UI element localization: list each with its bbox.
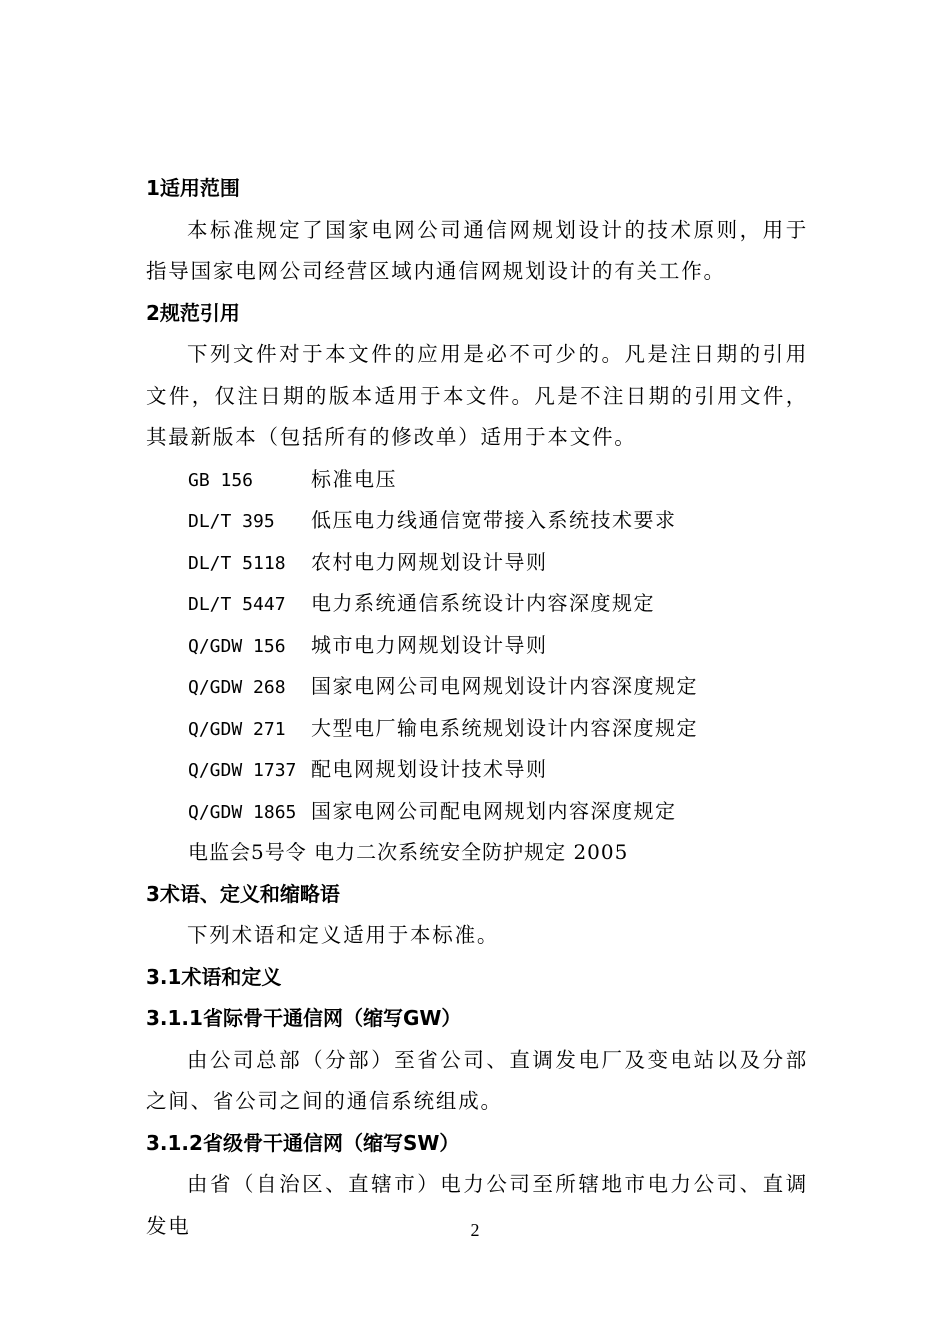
reference-item <box>146 625 808 667</box>
reference-title: 标准电压 <box>311 466 397 491</box>
reference-item <box>146 542 808 584</box>
page-number: 2 <box>470 1220 480 1240</box>
reference-code: Q/GDW 1865 <box>188 801 297 823</box>
reference-item <box>146 708 808 750</box>
reference-code: GB 156 <box>188 469 254 491</box>
section-2-heading: 2规范引用 <box>146 300 240 325</box>
section-3-1-heading: 3.1术语和定义 <box>146 964 282 989</box>
reference-item-regulation: 电监会5号令 电力二次系统安全防护规定 2005 <box>188 840 629 864</box>
reference-title: 国家电网公司配电网规划内容深度规定 <box>311 798 677 823</box>
reference-item <box>146 500 808 542</box>
section-1-paragraph: 本标准规定了国家电网公司通信网规划设计的技术原则，用于指导国家电网公司经营区域内通信网规划设计的有关工作。 <box>146 217 808 283</box>
reference-list <box>146 459 808 874</box>
section-3-1-1-paragraph: 由公司总部（分部）至省公司、直调发电厂及变电站以及分部之间、省公司之间的通信系统组成。 <box>146 1047 808 1113</box>
section-1-heading: 1适用范围 <box>146 176 240 200</box>
reference-item <box>146 459 808 501</box>
reference-title: 配电网规划设计技术导则 <box>311 757 548 781</box>
section-2-paragraph: 下列文件对于本文件的应用是必不可少的。凡是注日期的引用文件，仅注日期的版本适用于本文件。凡是不注日期的引用文件，其最新版本（包括所有的修改单）适用于本文件。 <box>146 342 808 449</box>
reference-item <box>146 749 808 791</box>
section-3-heading: 3术语、定义和缩略语 <box>146 881 340 906</box>
reference-title: 低压电力线通信宽带接入系统技术要求 <box>311 508 677 532</box>
reference-code: Q/GDW 1737 <box>188 760 297 781</box>
reference-title: 大型电厂输电系统规划设计内容深度规定 <box>311 715 698 740</box>
reference-code: Q/GDW 156 <box>188 635 286 657</box>
reference-item <box>146 791 808 833</box>
section-3-1-2-heading: 3.1.2省级骨干通信网（缩写SW） <box>146 1130 460 1155</box>
reference-code: Q/GDW 268 <box>188 677 286 698</box>
reference-title: 电力系统通信系统设计内容深度规定 <box>311 591 655 615</box>
reference-title: 城市电力网规划设计导则 <box>311 632 548 657</box>
reference-title: 农村电力网规划设计导则 <box>311 549 548 574</box>
section-3-paragraph: 下列术语和定义适用于本标准。 <box>187 923 500 947</box>
section-3-1-1-heading: 3.1.1省际骨干通信网（缩写GW） <box>146 1006 462 1030</box>
reference-item <box>146 583 808 625</box>
reference-title: 国家电网公司电网规划设计内容深度规定 <box>311 674 698 698</box>
section-3-1-2-paragraph: 由省（自治区、直辖市）电力公司至所辖地市电力公司、直调发电 <box>146 1172 808 1238</box>
reference-code: DL/T 5447 <box>188 594 286 615</box>
reference-code: DL/T 395 <box>188 511 275 532</box>
reference-code: Q/GDW 271 <box>188 718 286 740</box>
reference-item <box>146 666 808 708</box>
reference-code: DL/T 5118 <box>188 552 286 574</box>
document-body <box>146 168 808 1247</box>
